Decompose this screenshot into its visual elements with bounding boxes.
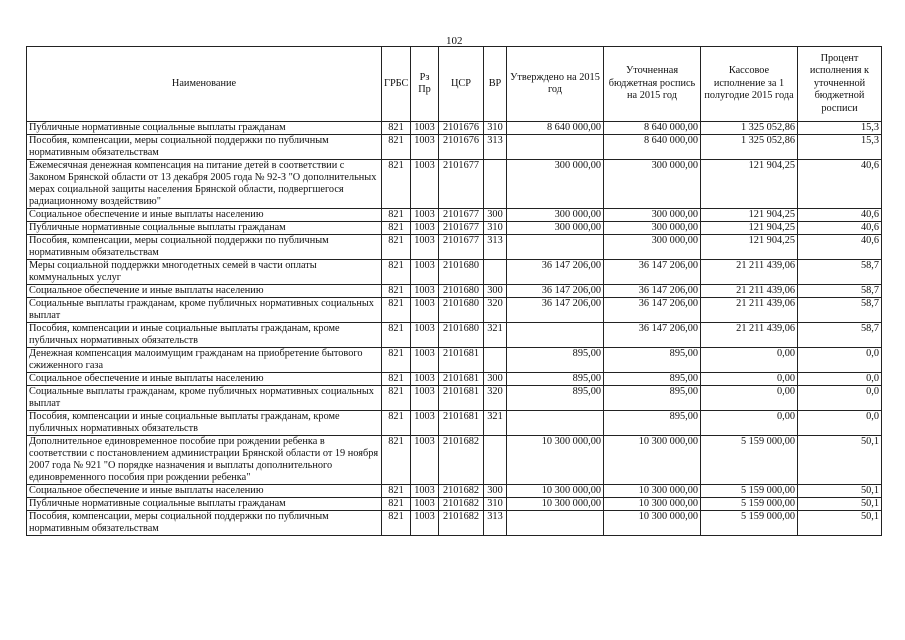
cell-percent: 40,6 xyxy=(798,160,882,209)
cell-name: Ежемесячная денежная компенсация на питание детей в соответствии с Законом Брянской области от 13 декабря 2005 года № 92-З "О дополнительных мерах социальной защиты населения Брянской области, подвергшегося радиационному воздействию" xyxy=(27,160,382,209)
header-name: Наименование xyxy=(27,47,382,122)
cell-grbs: 821 xyxy=(382,348,411,373)
cell-csr: 2101682 xyxy=(439,436,484,485)
cell-percent: 50,1 xyxy=(798,498,882,511)
cell-percent: 50,1 xyxy=(798,436,882,485)
cell-csr: 2101676 xyxy=(439,135,484,160)
cell-vr xyxy=(484,160,507,209)
cell-vr: 320 xyxy=(484,298,507,323)
cell-cash: 0,00 xyxy=(701,373,798,386)
table-row xyxy=(27,411,882,436)
cell-approved: 36 147 206,00 xyxy=(507,260,604,285)
cell-approved: 895,00 xyxy=(507,348,604,373)
table-row xyxy=(27,485,882,498)
table-row xyxy=(27,222,882,235)
cell-vr: 313 xyxy=(484,511,507,536)
cell-vr: 313 xyxy=(484,135,507,160)
cell-percent: 15,3 xyxy=(798,135,882,160)
cell-rzpr: 1003 xyxy=(411,436,439,485)
cell-vr: 300 xyxy=(484,209,507,222)
cell-refined: 10 300 000,00 xyxy=(604,485,701,498)
cell-csr: 2101681 xyxy=(439,373,484,386)
cell-csr: 2101677 xyxy=(439,160,484,209)
table-row xyxy=(27,235,882,260)
cell-cash: 121 904,25 xyxy=(701,209,798,222)
cell-approved: 36 147 206,00 xyxy=(507,285,604,298)
header-rzpr: Рз Пр xyxy=(411,47,439,122)
cell-grbs: 821 xyxy=(382,209,411,222)
cell-cash: 21 211 439,06 xyxy=(701,298,798,323)
cell-rzpr: 1003 xyxy=(411,485,439,498)
cell-refined: 895,00 xyxy=(604,386,701,411)
header-refined: Уточненная бюджетная роспись на 2015 год xyxy=(604,47,701,122)
cell-cash: 0,00 xyxy=(701,348,798,373)
cell-grbs: 821 xyxy=(382,386,411,411)
cell-rzpr: 1003 xyxy=(411,348,439,373)
cell-percent: 0,0 xyxy=(798,373,882,386)
header-approved: Утверждено на 2015 год xyxy=(507,47,604,122)
cell-csr: 2101677 xyxy=(439,222,484,235)
cell-refined: 895,00 xyxy=(604,348,701,373)
cell-name: Социальные выплаты гражданам, кроме публичных нормативных социальных выплат xyxy=(27,298,382,323)
cell-vr: 321 xyxy=(484,411,507,436)
table-row xyxy=(27,386,882,411)
table-row xyxy=(27,298,882,323)
cell-vr: 321 xyxy=(484,323,507,348)
cell-grbs: 821 xyxy=(382,323,411,348)
cell-refined: 10 300 000,00 xyxy=(604,436,701,485)
cell-percent: 0,0 xyxy=(798,386,882,411)
table-row xyxy=(27,498,882,511)
cell-name: Социальное обеспечение и иные выплаты населению xyxy=(27,285,382,298)
cell-cash: 0,00 xyxy=(701,386,798,411)
cell-rzpr: 1003 xyxy=(411,222,439,235)
table-row xyxy=(27,160,882,209)
cell-approved: 10 300 000,00 xyxy=(507,498,604,511)
cell-cash: 121 904,25 xyxy=(701,235,798,260)
cell-cash: 121 904,25 xyxy=(701,160,798,209)
page-number: 102 xyxy=(446,35,463,47)
cell-refined: 36 147 206,00 xyxy=(604,285,701,298)
cell-grbs: 821 xyxy=(382,135,411,160)
cell-rzpr: 1003 xyxy=(411,386,439,411)
cell-approved xyxy=(507,235,604,260)
cell-percent: 40,6 xyxy=(798,235,882,260)
cell-csr: 2101681 xyxy=(439,348,484,373)
cell-approved: 36 147 206,00 xyxy=(507,298,604,323)
cell-approved: 895,00 xyxy=(507,373,604,386)
cell-rzpr: 1003 xyxy=(411,209,439,222)
budget-table xyxy=(26,46,882,536)
cell-cash: 5 159 000,00 xyxy=(701,436,798,485)
cell-grbs: 821 xyxy=(382,160,411,209)
cell-csr: 2101680 xyxy=(439,260,484,285)
cell-refined: 10 300 000,00 xyxy=(604,511,701,536)
cell-name: Социальное обеспечение и иные выплаты населению xyxy=(27,373,382,386)
table-row xyxy=(27,135,882,160)
cell-refined: 8 640 000,00 xyxy=(604,122,701,135)
cell-grbs: 821 xyxy=(382,122,411,135)
cell-cash: 5 159 000,00 xyxy=(701,498,798,511)
cell-name: Социальные выплаты гражданам, кроме публичных нормативных социальных выплат xyxy=(27,386,382,411)
cell-csr: 2101682 xyxy=(439,511,484,536)
cell-approved xyxy=(507,323,604,348)
cell-vr: 300 xyxy=(484,285,507,298)
cell-rzpr: 1003 xyxy=(411,135,439,160)
cell-refined: 36 147 206,00 xyxy=(604,323,701,348)
cell-grbs: 821 xyxy=(382,260,411,285)
cell-name: Публичные нормативные социальные выплаты гражданам xyxy=(27,498,382,511)
cell-name: Социальное обеспечение и иные выплаты населению xyxy=(27,209,382,222)
header-grbs: ГРБС xyxy=(382,47,411,122)
cell-vr: 310 xyxy=(484,122,507,135)
cell-approved xyxy=(507,135,604,160)
cell-rzpr: 1003 xyxy=(411,323,439,348)
cell-csr: 2101677 xyxy=(439,209,484,222)
cell-approved: 300 000,00 xyxy=(507,209,604,222)
cell-approved: 300 000,00 xyxy=(507,222,604,235)
cell-percent: 50,1 xyxy=(798,511,882,536)
table-row xyxy=(27,122,882,135)
cell-approved xyxy=(507,411,604,436)
header-vr: ВР xyxy=(484,47,507,122)
cell-grbs: 821 xyxy=(382,285,411,298)
cell-name: Пособия, компенсации, меры социальной поддержки по публичным нормативным обязательствам xyxy=(27,511,382,536)
table-row xyxy=(27,260,882,285)
cell-rzpr: 1003 xyxy=(411,373,439,386)
cell-csr: 2101680 xyxy=(439,323,484,348)
cell-grbs: 821 xyxy=(382,485,411,498)
cell-rzpr: 1003 xyxy=(411,160,439,209)
cell-rzpr: 1003 xyxy=(411,260,439,285)
cell-approved: 895,00 xyxy=(507,386,604,411)
cell-refined: 895,00 xyxy=(604,411,701,436)
table-row xyxy=(27,511,882,536)
cell-vr: 310 xyxy=(484,498,507,511)
cell-vr: 310 xyxy=(484,222,507,235)
cell-percent: 58,7 xyxy=(798,298,882,323)
cell-csr: 2101677 xyxy=(439,235,484,260)
cell-grbs: 821 xyxy=(382,235,411,260)
cell-vr: 300 xyxy=(484,373,507,386)
cell-rzpr: 1003 xyxy=(411,235,439,260)
cell-grbs: 821 xyxy=(382,222,411,235)
cell-name: Денежная компенсация малоимущим гражданам на приобретение бытового сжиженного газа xyxy=(27,348,382,373)
cell-percent: 0,0 xyxy=(798,411,882,436)
cell-percent: 40,6 xyxy=(798,222,882,235)
cell-refined: 895,00 xyxy=(604,373,701,386)
cell-vr xyxy=(484,436,507,485)
cell-percent: 58,7 xyxy=(798,260,882,285)
cell-cash: 121 904,25 xyxy=(701,222,798,235)
header-percent: Процент исполнения к уточненной бюджетной росписи xyxy=(798,47,882,122)
cell-csr: 2101676 xyxy=(439,122,484,135)
cell-vr xyxy=(484,260,507,285)
cell-percent: 0,0 xyxy=(798,348,882,373)
cell-cash: 1 325 052,86 xyxy=(701,135,798,160)
cell-csr: 2101680 xyxy=(439,285,484,298)
cell-cash: 5 159 000,00 xyxy=(701,511,798,536)
cell-percent: 40,6 xyxy=(798,209,882,222)
cell-cash: 21 211 439,06 xyxy=(701,260,798,285)
cell-rzpr: 1003 xyxy=(411,511,439,536)
cell-vr: 300 xyxy=(484,485,507,498)
cell-approved: 300 000,00 xyxy=(507,160,604,209)
cell-cash: 21 211 439,06 xyxy=(701,285,798,298)
cell-approved: 8 640 000,00 xyxy=(507,122,604,135)
cell-cash: 1 325 052,86 xyxy=(701,122,798,135)
cell-csr: 2101681 xyxy=(439,386,484,411)
cell-refined: 300 000,00 xyxy=(604,160,701,209)
cell-refined: 10 300 000,00 xyxy=(604,498,701,511)
cell-grbs: 821 xyxy=(382,373,411,386)
cell-grbs: 821 xyxy=(382,511,411,536)
cell-refined: 300 000,00 xyxy=(604,222,701,235)
table-header-row xyxy=(27,47,882,122)
cell-csr: 2101682 xyxy=(439,498,484,511)
cell-percent: 58,7 xyxy=(798,323,882,348)
cell-rzpr: 1003 xyxy=(411,122,439,135)
cell-vr: 320 xyxy=(484,386,507,411)
cell-name: Пособия, компенсации и иные социальные выплаты гражданам, кроме публичных нормативных обязательств xyxy=(27,411,382,436)
table-row xyxy=(27,348,882,373)
cell-csr: 2101681 xyxy=(439,411,484,436)
cell-refined: 300 000,00 xyxy=(604,209,701,222)
cell-rzpr: 1003 xyxy=(411,411,439,436)
table-row xyxy=(27,373,882,386)
cell-grbs: 821 xyxy=(382,298,411,323)
table-row xyxy=(27,436,882,485)
cell-grbs: 821 xyxy=(382,436,411,485)
header-csr: ЦСР xyxy=(439,47,484,122)
cell-percent: 15,3 xyxy=(798,122,882,135)
cell-vr: 313 xyxy=(484,235,507,260)
cell-rzpr: 1003 xyxy=(411,498,439,511)
cell-refined: 36 147 206,00 xyxy=(604,298,701,323)
cell-approved: 10 300 000,00 xyxy=(507,485,604,498)
cell-approved: 10 300 000,00 xyxy=(507,436,604,485)
cell-rzpr: 1003 xyxy=(411,285,439,298)
cell-cash: 0,00 xyxy=(701,411,798,436)
cell-name: Пособия, компенсации, меры социальной поддержки по публичным нормативным обязательствам xyxy=(27,235,382,260)
cell-percent: 50,1 xyxy=(798,485,882,498)
cell-name: Пособия, компенсации, меры социальной поддержки по публичным нормативным обязательствам xyxy=(27,135,382,160)
cell-rzpr: 1003 xyxy=(411,298,439,323)
cell-cash: 5 159 000,00 xyxy=(701,485,798,498)
cell-approved xyxy=(507,511,604,536)
cell-cash: 21 211 439,06 xyxy=(701,323,798,348)
cell-refined: 8 640 000,00 xyxy=(604,135,701,160)
cell-name: Публичные нормативные социальные выплаты гражданам xyxy=(27,122,382,135)
cell-percent: 58,7 xyxy=(798,285,882,298)
cell-refined: 300 000,00 xyxy=(604,235,701,260)
header-cash: Кассовое исполнение за 1 полугодие 2015 года xyxy=(701,47,798,122)
cell-refined: 36 147 206,00 xyxy=(604,260,701,285)
cell-name: Публичные нормативные социальные выплаты гражданам xyxy=(27,222,382,235)
table-row xyxy=(27,285,882,298)
cell-grbs: 821 xyxy=(382,411,411,436)
cell-name: Социальное обеспечение и иные выплаты населению xyxy=(27,485,382,498)
cell-name: Дополнительное единовременное пособие при рождении ребенка в соответствии с постановлением администрации Брянской области от 19 ноября 2007 года № 921 "О порядке назначения и выплаты дополнительного единовременного пособия при рождении ребенка" xyxy=(27,436,382,485)
cell-name: Пособия, компенсации и иные социальные выплаты гражданам, кроме публичных нормативных обязательств xyxy=(27,323,382,348)
table-row xyxy=(27,323,882,348)
table-row xyxy=(27,209,882,222)
cell-grbs: 821 xyxy=(382,498,411,511)
cell-csr: 2101680 xyxy=(439,298,484,323)
cell-name: Меры социальной поддержки многодетных семей в части оплаты коммунальных услуг xyxy=(27,260,382,285)
cell-csr: 2101682 xyxy=(439,485,484,498)
cell-vr xyxy=(484,348,507,373)
